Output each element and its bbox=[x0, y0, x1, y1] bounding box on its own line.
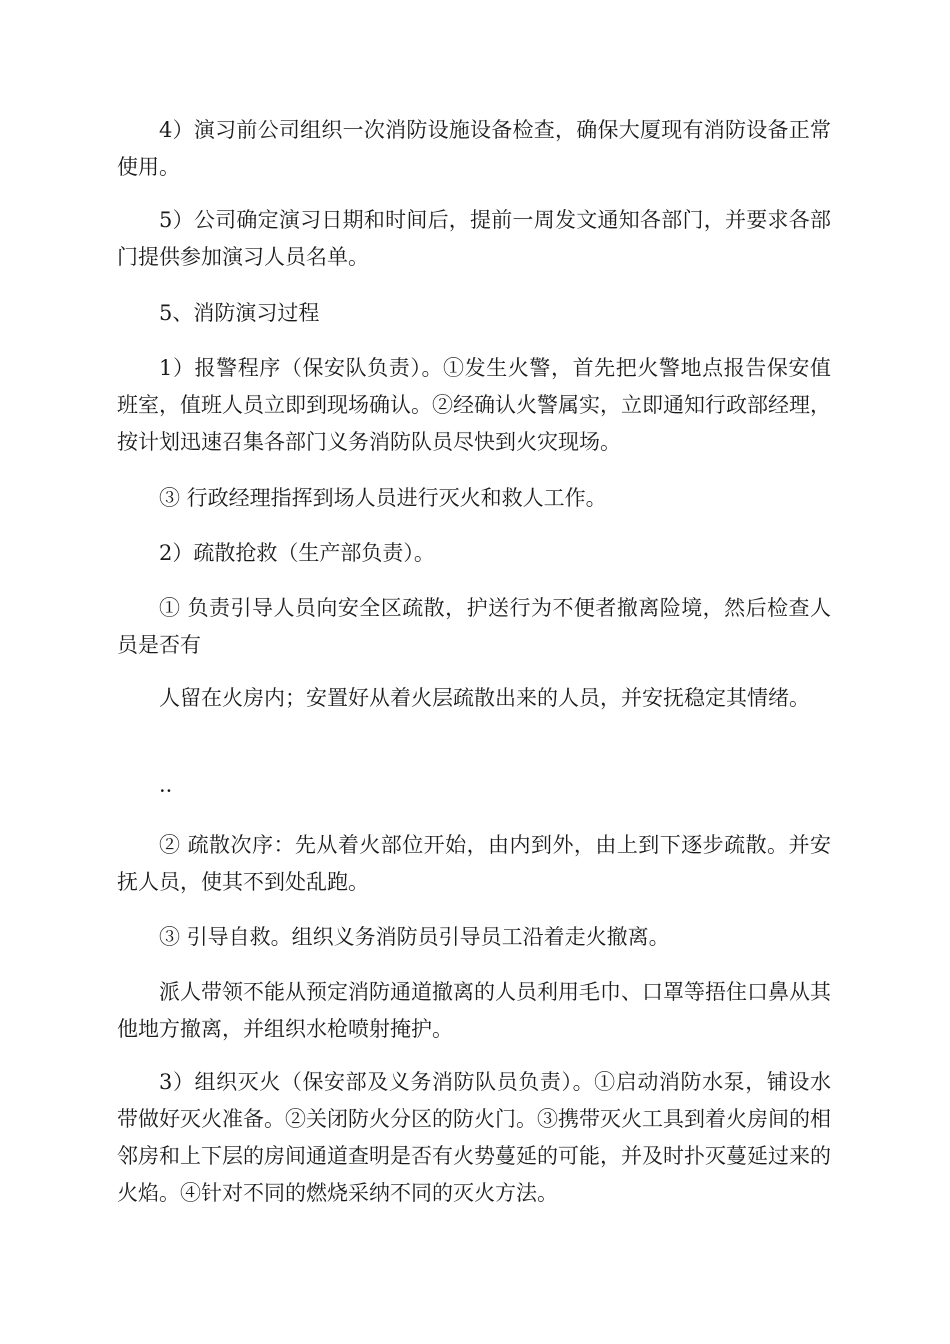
paragraph-alarm-procedure: 1）报警程序（保安队负责）。①发生火警，首先把火警地点报告保安值班室，值班人员立即到现场确认。②经确认火警属实，立即通知行政部经理，按计划迅速召集各部门义务消防队员尽快到火灾现场。 bbox=[117, 356, 831, 454]
paragraph-resettle-people: 人留在火房内；安置好从着火层疏散出来的人员，并安抚稳定其情绪。 bbox=[159, 686, 810, 710]
paragraph-evacuation-rescue: 2）疏散抢救（生产部负责）。 bbox=[159, 541, 435, 565]
paragraph-drill-notice: 5）公司确定演习日期和时间后，提前一周发文通知各部门，并要求各部门提供参加演习人员名单。 bbox=[117, 208, 831, 269]
paragraph-admin-command: ③ 行政经理指挥到场人员进行灭火和救人工作。 bbox=[159, 486, 607, 510]
section-heading-drill-process: 5、消防演习过程 bbox=[159, 301, 320, 325]
paragraph-evacuation-order: ② 疏散次序：先从着火部位开始，由内到外，由上到下逐步疏散。并安抚人员，使其不到处乱跑。 bbox=[117, 833, 831, 894]
paragraph-self-rescue: ③ 引导自救。组织义务消防员引导员工沿着走火撤离。 bbox=[159, 925, 670, 949]
paragraph-guide-evacuation: ① 负责引导人员向安全区疏散，护送行为不便者撤离险境，然后检查人员是否有 bbox=[117, 596, 831, 657]
paragraph-escort-escape: 派人带领不能从预定消防通道撤离的人员利用毛巾、口罩等捂住口鼻从其他地方撤离，并组织水枪喷射掩护。 bbox=[117, 980, 831, 1041]
paragraph-drill-inspection: 4）演习前公司组织一次消防设施设备检查，确保大厦现有消防设备正常使用。 bbox=[117, 118, 831, 179]
paragraph-dots: ·· bbox=[159, 779, 173, 803]
paragraph-firefighting: 3）组织灭火（保安部及义务消防队员负责）。①启动消防水泵，铺设水带做好灭火准备。②关闭防火分区的防火门。③携带灭火工具到着火房间的相邻房和上下层的房间通道查明是否有火势蔓延的可能，并及时扑灭蔓延过来的火焰。④针对不同的燃烧采纳不同的灭火方法。 bbox=[117, 1070, 831, 1205]
